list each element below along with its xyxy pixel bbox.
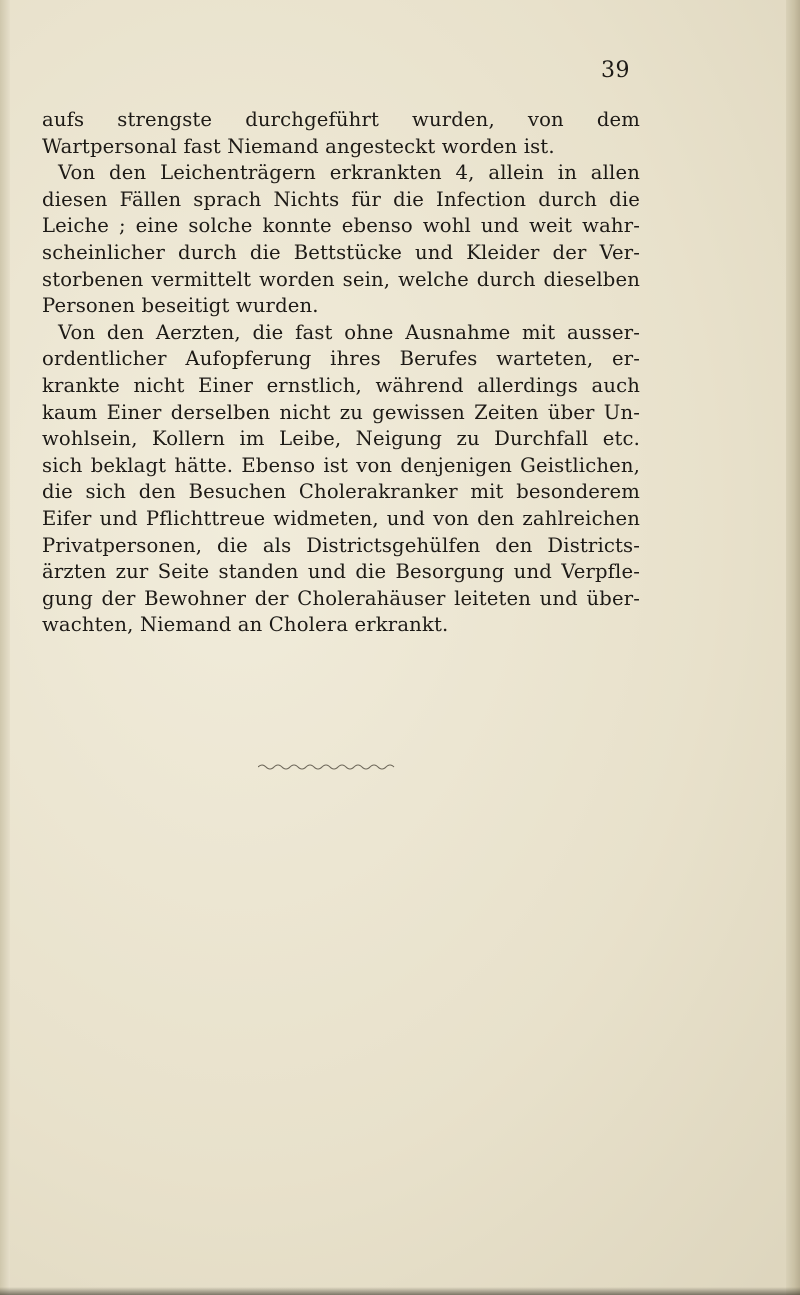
text-line: ordentlicher Aufopferung ihres Berufes warteten, er- (42, 347, 640, 371)
text-line: scheinlicher durch die Bettstücke und Kleider der Ver- (42, 240, 640, 264)
page-right-edge (786, 0, 800, 1295)
text-line: Eifer und Pflichttreue widmeten, und von den zahlreichen (42, 506, 640, 530)
text-line: kaum Einer derselben nicht zu gewissen Zeiten über Un- (42, 400, 640, 424)
text-line: Von den Aerzten, die fast ohne Ausnahme mit ausser- (58, 320, 640, 344)
text-line: Von den Leichenträgern erkrankten 4, allein in allen (58, 161, 640, 185)
text-line: gung der Bewohner der Cholerahäuser leiteten und über- (42, 586, 640, 610)
text-line: wachten, Niemand an Cholera erkrankt. (42, 613, 449, 637)
page-bottom-shadow (0, 1287, 800, 1295)
text-line: Wartpersonal fast Niemand angesteckt worden ist. (42, 134, 555, 158)
text-line: Personen beseitigt wurden. (42, 294, 319, 318)
text-line: Leiche ; eine solche konnte ebenso wohl und weit wahr- (42, 214, 640, 238)
text-line: krankte nicht Einer ernstlich, während allerdings auch (42, 373, 640, 397)
text-line: ärzten zur Seite standen und die Besorgung und Verpfle- (42, 560, 640, 584)
text-line: wohlsein, Kollern im Leibe, Neigung zu Durchfall etc. (42, 427, 640, 451)
text-line: storbenen vermittelt worden sein, welche durch dieselben (42, 267, 640, 291)
body-text (42, 107, 642, 639)
text-line: die sich den Besuchen Cholerakranker mit besonderem (42, 480, 640, 504)
text-line: aufs strengste durchgeführt wurden, von dem (42, 108, 640, 131)
text-line: sich beklagt hätte. Ebenso ist von denjenigen Geistlichen, (42, 453, 640, 477)
page-number: 39 (601, 58, 630, 83)
text-line: Privatpersonen, die als Districtsgehülfen den Districts- (42, 533, 640, 557)
page-left-edge (0, 0, 10, 1295)
wavy-rule-ornament (258, 762, 396, 772)
text-line: diesen Fällen sprach Nichts für die Infection durch die (42, 187, 640, 211)
